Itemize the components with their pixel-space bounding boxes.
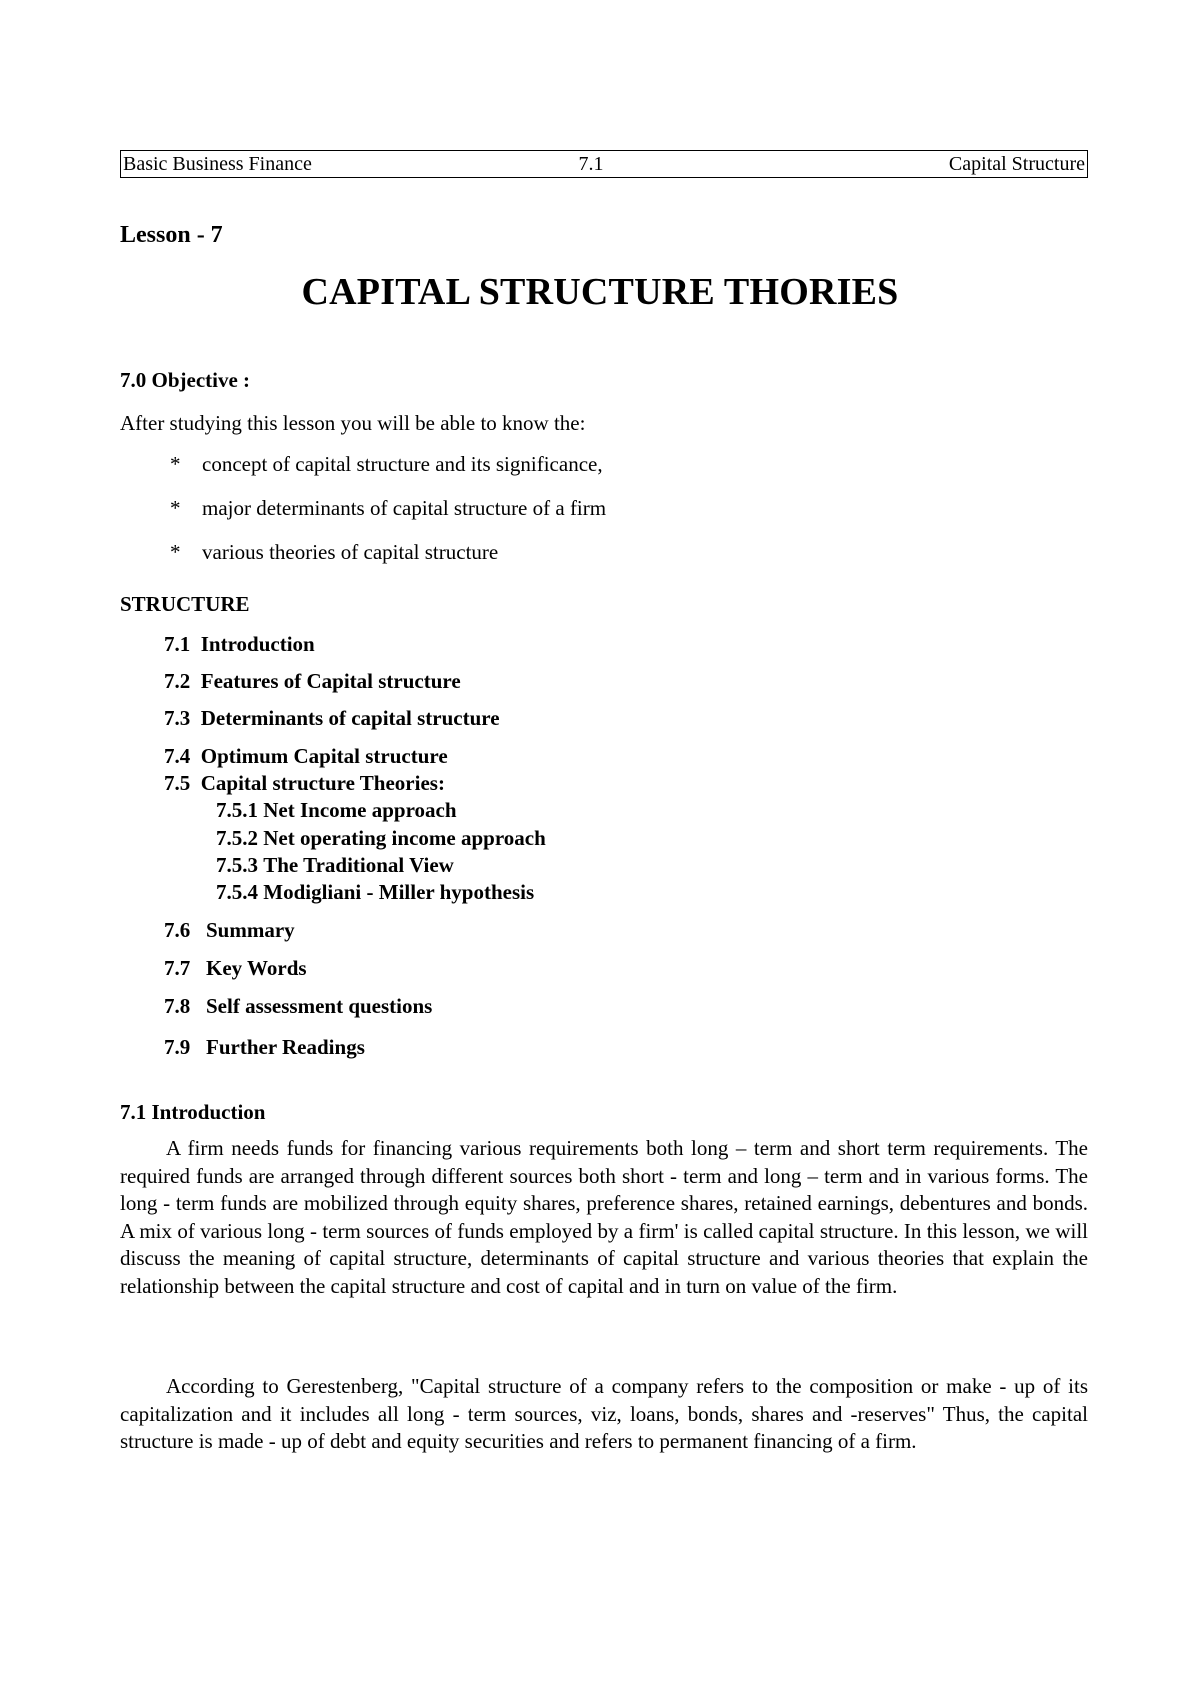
outline-number: 7.3 <box>164 706 191 730</box>
outline-subitem <box>216 880 534 905</box>
outline-subitem <box>216 853 454 878</box>
outline-item <box>164 994 432 1019</box>
outline-label: Net operating income approach <box>263 826 546 850</box>
outline-number: 7.7 <box>164 956 191 980</box>
outline-item <box>164 632 315 657</box>
outline-item <box>164 956 307 981</box>
objective-item-text: concept of capital structure and its significance, <box>202 452 603 476</box>
bullet-star-icon: * <box>170 540 181 564</box>
bullet-star-icon: * <box>170 496 181 520</box>
objective-item-text: various theories of capital structure <box>202 540 499 564</box>
outline-item <box>164 1035 365 1060</box>
definition-paragraph: According to Gerestenberg, "Capital structure of a company refers to the composition or make - up of its capitalization and it includes all long - term sources, viz, loans, bonds, shares and -reserves" Thus, the capital structure is made - up of debt and equity securities and refers to permanent financing of a firm. <box>120 1374 1088 1453</box>
objective-item-text: major determinants of capital structure of a firm <box>202 496 607 520</box>
outline-number: 7.5 <box>164 771 191 795</box>
introduction-heading: 7.1 Introduction <box>120 1100 266 1124</box>
outline-label: Introduction <box>200 632 315 656</box>
outline-item <box>164 744 448 769</box>
header-book-title: Basic Business Finance <box>123 153 312 175</box>
outline-label: Features of Capital structure <box>200 669 461 693</box>
outline-label: Determinants of capital structure <box>200 706 500 730</box>
outline-number: 7.5.3 <box>216 853 258 877</box>
outline-label: Optimum Capital structure <box>200 744 448 768</box>
outline-number: 7.8 <box>164 994 191 1018</box>
header-page-number: 7.1 <box>578 153 604 175</box>
bullet-star-icon: * <box>170 452 181 476</box>
objective-intro: After studying this lesson you will be able to know the: <box>120 411 586 435</box>
outline-label: Key Words <box>206 956 307 980</box>
lesson-label: Lesson - 7 <box>120 222 223 248</box>
outline-label: Further Readings <box>206 1035 365 1059</box>
objective-list <box>170 452 606 584</box>
outline-label: Net Income approach <box>263 798 457 822</box>
outline-label: Modigliani - Miller hypothesis <box>263 880 535 904</box>
outline-subitem <box>216 826 546 851</box>
outline-label: Summary <box>206 918 295 942</box>
header-chapter-title: Capital Structure <box>948 153 1085 175</box>
outline-number: 7.4 <box>164 744 191 768</box>
outline-item <box>164 669 461 694</box>
outline-number: 7.5.4 <box>216 880 258 904</box>
outline-item <box>164 918 295 943</box>
objective-item <box>170 452 606 496</box>
outline-label: The Traditional View <box>263 853 454 877</box>
outline-subitem <box>216 798 457 823</box>
outline-number: 7.1 <box>164 632 191 656</box>
page-title: CAPITAL STRUCTURE THORIES <box>301 271 899 313</box>
outline-item <box>164 706 500 731</box>
outline-label: Self assessment questions <box>206 994 433 1018</box>
outline-item <box>164 771 445 796</box>
outline-label: Capital structure Theories: <box>200 771 445 795</box>
outline-number: 7.6 <box>164 918 191 942</box>
structure-heading: STRUCTURE <box>120 592 250 616</box>
objective-heading: 7.0 Objective : <box>120 368 251 392</box>
objective-item <box>170 496 606 540</box>
introduction-paragraph: A firm needs funds for financing various requirements both long – term and short term requirements. The required funds are arranged through different sources both short - term and long – term and in various forms. The long - term funds are mobilized through equity shares, preference shares, retained earnings, debentures and bonds. A mix of various long - term sources of funds employed by a firm' is called capital structure. In this lesson, we will discuss the meaning of capital structure, determinants of capital structure and various theories that explain the relationship between the capital structure and cost of capital and in turn on value of the firm. <box>120 1136 1088 1298</box>
objective-item <box>170 540 606 584</box>
outline-number: 7.9 <box>164 1035 191 1059</box>
running-header <box>120 150 1088 178</box>
outline-number: 7.2 <box>164 669 191 693</box>
outline-number: 7.5.2 <box>216 826 258 850</box>
outline-number: 7.5.1 <box>216 798 258 822</box>
